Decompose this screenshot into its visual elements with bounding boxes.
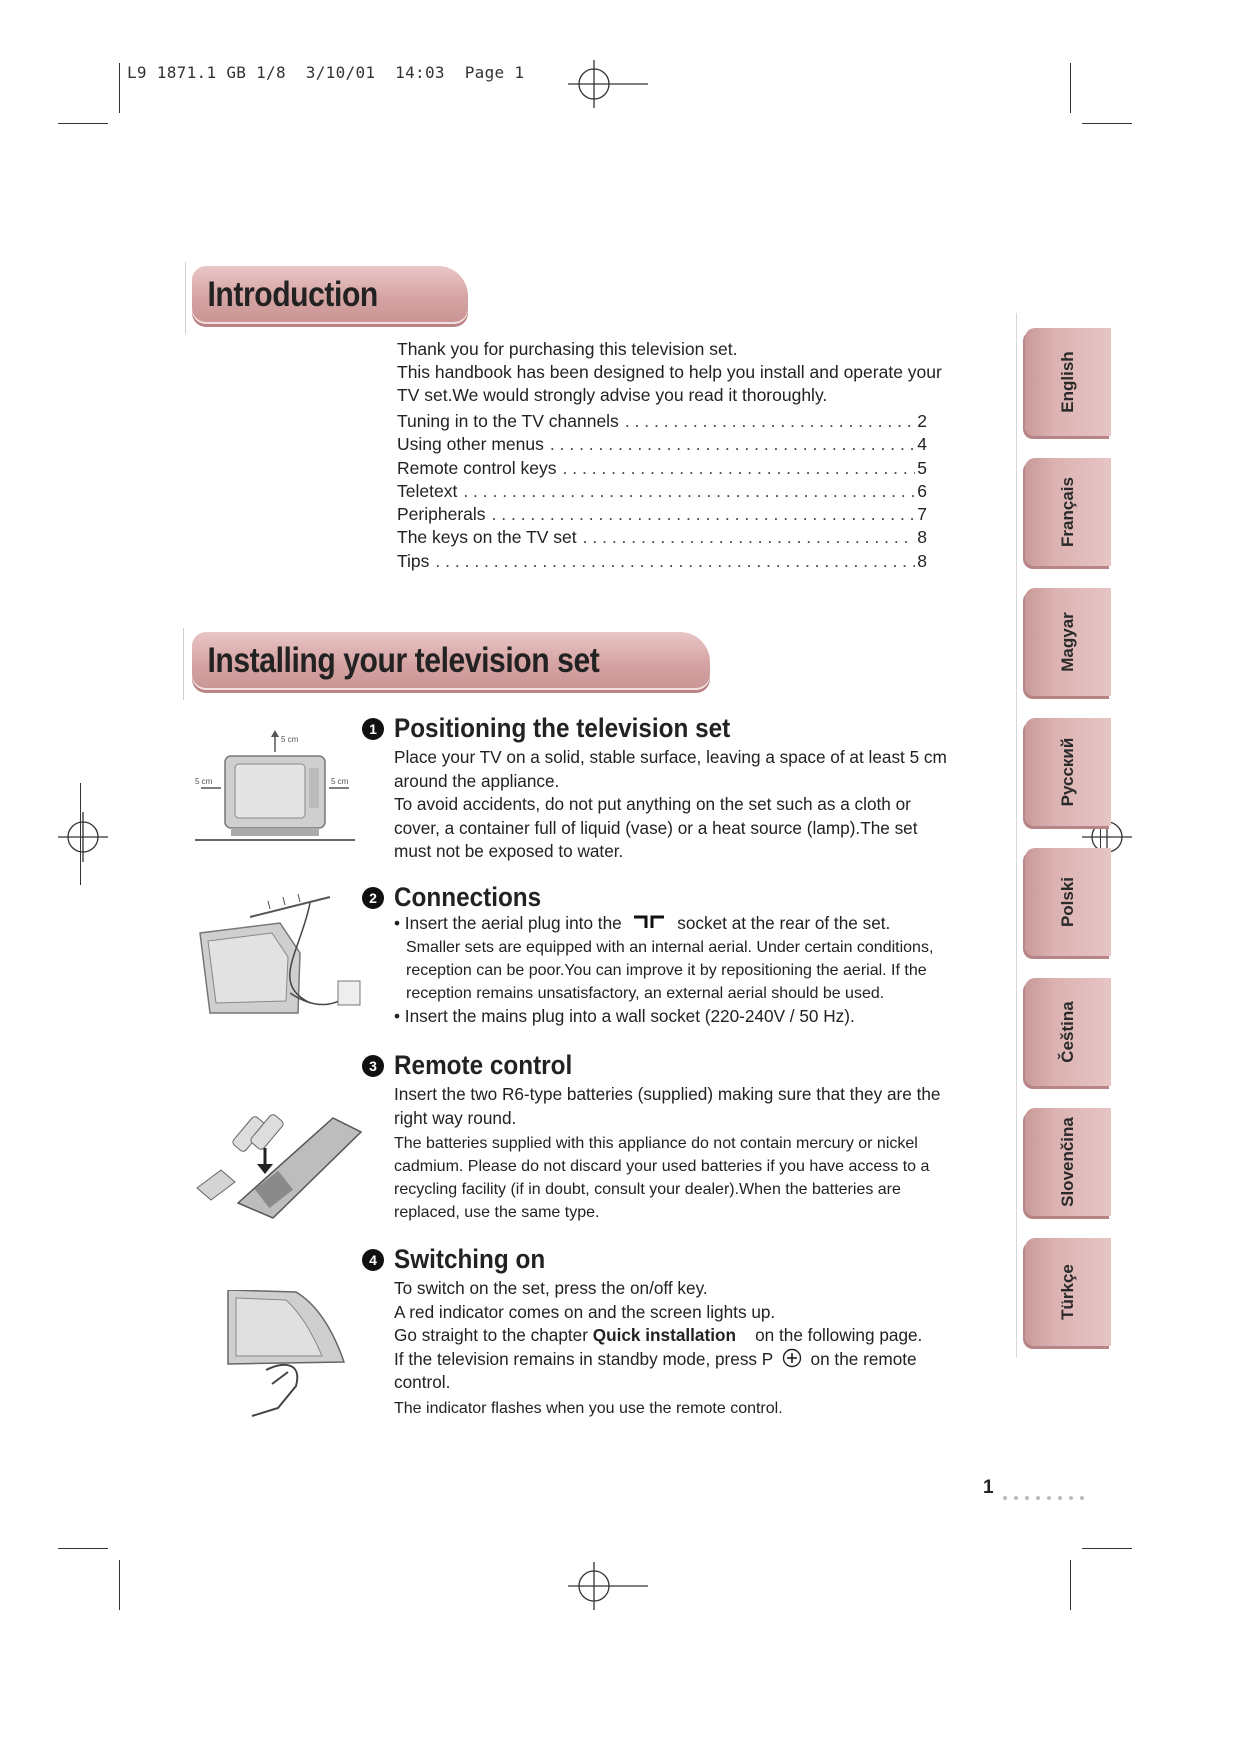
body-text: on the remote	[810, 1348, 917, 1369]
body-line: Place your TV on a solid, stable surface, leaving a space of at least 5 cm	[394, 747, 947, 767]
toc-label: Using other menus	[397, 434, 544, 455]
page-number-dots	[1003, 1487, 1091, 1505]
toc-entry[interactable]	[397, 550, 927, 573]
step-body	[394, 1277, 964, 1420]
note-line: recycling facility (if in doubt, consult your dealer).When the batteries are	[394, 1181, 901, 1198]
toc-leader	[583, 526, 916, 549]
language-tab-polski[interactable]	[1025, 848, 1111, 956]
toc-entry[interactable]	[397, 480, 927, 503]
toc-leader	[435, 550, 915, 573]
page-number: 1	[983, 1477, 994, 1498]
language-tab-cestina[interactable]	[1025, 978, 1111, 1086]
step-body	[394, 1083, 964, 1224]
body-line	[394, 1348, 964, 1372]
registration-mark-icon	[568, 60, 648, 108]
tab-label: Čeština	[1058, 1001, 1077, 1063]
print-slug: L9 1871.1 GB 1/8 3/10/01 14:03 Page 1	[127, 63, 525, 82]
installing-title: Installing your television set	[207, 641, 600, 680]
body-line: To switch on the set, press the on/off key.	[394, 1278, 708, 1298]
toc-page: 5	[917, 457, 927, 478]
toc-leader	[550, 433, 915, 456]
body-line	[394, 1324, 964, 1348]
installing-banner	[192, 632, 710, 690]
clearance-label: 5 cm	[281, 735, 299, 744]
note-line: reception remains unsatisfactory, an external aerial should be used.	[406, 984, 885, 1002]
language-tab-magyar[interactable]	[1025, 588, 1111, 696]
banner-rule	[185, 262, 186, 334]
tab-label: Slovenčina	[1058, 1117, 1077, 1207]
program-plus-icon	[782, 1348, 802, 1368]
step-title: Connections	[394, 882, 542, 912]
crop-mark	[119, 1560, 120, 1610]
body-line: A red indicator comes on and the screen lights up.	[394, 1301, 776, 1322]
language-tab-francais[interactable]	[1025, 458, 1111, 566]
toc-page: 2	[917, 411, 927, 431]
note-line: replaced, use the same type.	[394, 1204, 600, 1221]
clearance-label: 5 cm	[331, 777, 349, 786]
step-title: Switching on	[394, 1244, 546, 1274]
step-heading	[362, 1050, 592, 1081]
registration-mark-icon	[568, 1562, 648, 1610]
bullet-text: • Insert the aerial plug into the	[394, 913, 622, 933]
toc-page: 4	[917, 434, 927, 455]
tab-label: Français	[1058, 477, 1077, 547]
toc-label: The keys on the TV set	[397, 527, 577, 548]
note-line: cadmium. Please do not discard your used batteries if you have access to a	[394, 1158, 930, 1175]
body-line: must not be exposed to water.	[394, 841, 624, 861]
toc-leader	[492, 503, 916, 526]
step-number: 4	[362, 1249, 384, 1271]
crop-mark	[1082, 1548, 1132, 1549]
intro-paragraph: This handbook has been designed to help you install and operate your	[397, 362, 942, 382]
step-number: 2	[362, 887, 384, 909]
toc-page: 8	[917, 527, 927, 548]
bullet-text: • Insert the mains plug into a wall socket (220-240V / 50 Hz).	[394, 1005, 855, 1026]
note-line: reception can be poor.You can improve it by repositioning the aerial. If the	[406, 961, 927, 979]
tv-connections-illustration	[190, 893, 370, 1023]
step-heading	[362, 882, 558, 913]
crop-mark	[58, 123, 108, 124]
toc-label: Peripherals	[397, 504, 486, 525]
toc-label: Tuning in to the TV channels	[397, 411, 619, 431]
toc-entry[interactable]	[397, 433, 927, 456]
toc-entry[interactable]	[397, 457, 927, 480]
toc-page: 6	[917, 480, 927, 501]
toc-label: Remote control keys	[397, 457, 557, 478]
body-text: Go straight to the chapter	[394, 1325, 588, 1345]
note-line: The indicator flashes when you use the remote control.	[394, 1399, 783, 1417]
remote-batteries-illustration	[193, 1108, 368, 1223]
language-tab-russian[interactable]	[1025, 718, 1111, 826]
step-number: 1	[362, 718, 384, 740]
toc-label: Teletext	[397, 480, 458, 501]
crop-mark	[58, 1548, 108, 1549]
aerial-socket-icon	[632, 914, 666, 930]
toc-leader	[463, 480, 915, 503]
intro-paragraph: TV set.We would strongly advise you read it thoroughly.	[397, 385, 828, 405]
tab-label: Polski	[1058, 876, 1077, 928]
crop-mark	[119, 63, 120, 113]
note-line: Smaller sets are equipped with an internal aerial. Under certain conditions,	[406, 938, 934, 956]
introduction-title: Introduction	[207, 275, 378, 314]
crop-mark	[1070, 63, 1071, 113]
body-line: cover, a container full of liquid (vase) or a heat source (lamp).The set	[394, 817, 918, 838]
tab-label: Русский	[1058, 737, 1077, 807]
toc-leader	[563, 457, 916, 480]
toc-leader	[625, 410, 915, 433]
toc-entry[interactable]	[397, 503, 927, 526]
body-line	[394, 912, 964, 936]
body-line: To avoid accidents, do not put anything on the set such as a cloth or	[394, 794, 911, 814]
banner-rule	[183, 628, 184, 700]
crop-mark	[1082, 123, 1132, 124]
body-text: on the following page.	[755, 1325, 923, 1345]
tab-label: Magyar	[1058, 612, 1077, 672]
introduction-banner	[192, 266, 468, 324]
body-line: right way round.	[394, 1107, 517, 1128]
crop-mark	[1070, 1560, 1071, 1610]
note-line: The batteries supplied with this appliance do not contain mercury or nickel	[394, 1135, 918, 1152]
quick-installation-ref[interactable]: Quick installation	[592, 1325, 736, 1345]
toc-page: 8	[917, 550, 927, 571]
language-tab-slovencina[interactable]	[1025, 1108, 1111, 1216]
toc-label: Tips	[397, 550, 430, 571]
tv-switch-on-illustration	[226, 1290, 366, 1420]
tab-label: English	[1058, 351, 1077, 413]
toc-entry[interactable]	[397, 526, 927, 549]
step-title: Remote control	[394, 1050, 573, 1080]
bullet-text: socket at the rear of the set.	[677, 913, 891, 933]
body-text: If the television remains in standby mode, press P	[394, 1348, 773, 1369]
table-of-contents	[397, 410, 927, 573]
step-body	[394, 912, 964, 1028]
registration-mark-icon	[58, 812, 108, 862]
step-body	[394, 746, 964, 864]
toc-page: 7	[917, 504, 927, 525]
body-line: control.	[394, 1372, 451, 1392]
step-heading	[362, 1244, 562, 1275]
step-title: Positioning the television set	[394, 713, 731, 743]
tabs-rule	[1016, 313, 1017, 1358]
intro-paragraph: Thank you for purchasing this television set.	[397, 339, 738, 359]
clearance-label: 5 cm	[195, 777, 213, 786]
tv-positioning-illustration	[195, 728, 355, 848]
language-tab-english[interactable]	[1025, 328, 1111, 436]
body-line: around the appliance.	[394, 770, 560, 791]
tab-label: Türkçe	[1058, 1264, 1077, 1320]
toc-entry[interactable]	[397, 410, 927, 433]
step-number: 3	[362, 1055, 384, 1077]
body-line: Insert the two R6-type batteries (supplied) making sure that they are the	[394, 1084, 941, 1104]
step-heading	[362, 713, 768, 744]
language-tab-turkce[interactable]	[1025, 1238, 1111, 1346]
